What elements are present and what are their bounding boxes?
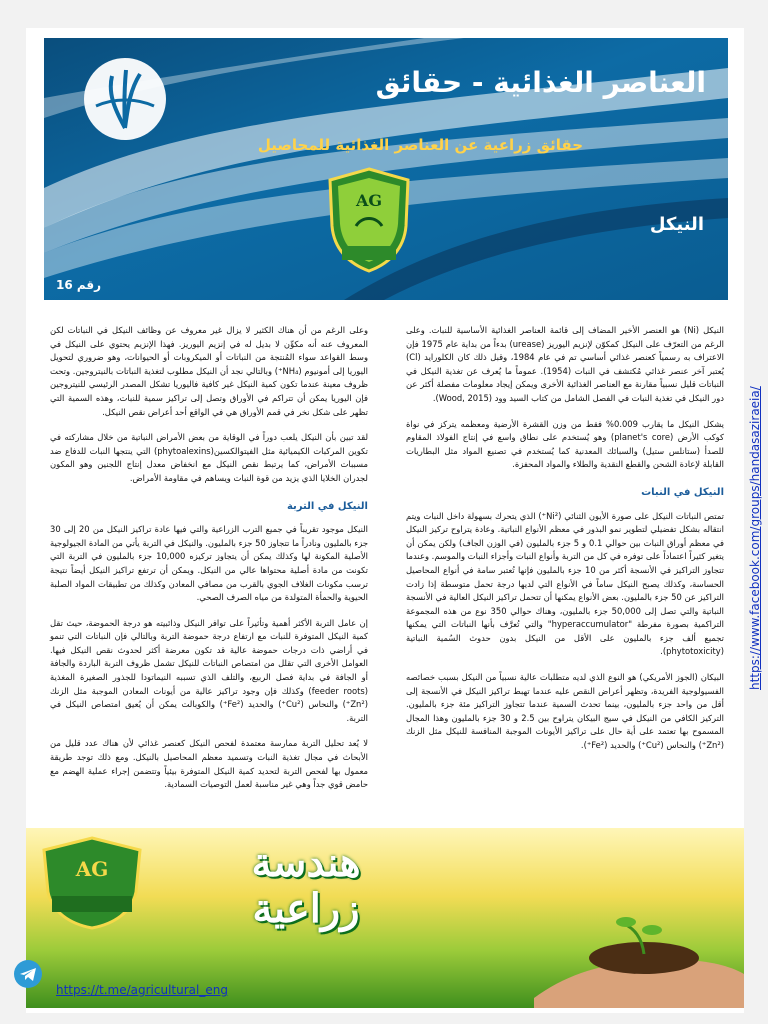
- heading-nickel-in-plant: النيكل في النبات: [641, 486, 724, 498]
- left-paragraph-1: وعلى الرغم من أن هناك الكثير لا يزال غير معروف عن وظائف النيكل في النباتات لكن المعروف عنه أنه مكوِّن لا بديل له في إنزيم اليوريز. فهذا الإنزيم يحتوي على النيكل في وسط القواعد سواء المُنتجة من النباتات أو الميكروبات أو الحيوانات، وهو ضروري لتحويل اليوريا إلى أمونيوم (NH₄⁺) وبالتالي نجد أن النيكل مطلوب لتغذية النباتات بالنيتروجين. وتحت ظروف معينة عندما تكون كمية النيكل غير كافية فاليوريا تشكل المصدر الرئيسي للنيتروجين فإن اليوريا يمكن أن تتراكم في الأوراق وتصل إلى تراكيز سمية للنبات، وهذه السمية التي تظهر على شكل نخر في قمم الأوراق هي في الواقع أحد أعراض نقص النيكل.: [50, 325, 368, 417]
- svg-text:AG: AG: [75, 857, 109, 881]
- page: [26, 28, 744, 1013]
- shield-letters: AG: [355, 191, 383, 210]
- wheat-icon: [84, 58, 166, 140]
- right-paragraph-4: البيكان (الجوز الأمريكي) هو النوع الذي لديه متطلبات عالية نسبياً من النيكل بسبب خصائصه الفسيولوجية الفريدة، وتظهر أعراض النقص عليه عندما تهبط تراكيز النيكل في الأنسجة إلى أقل من واحد جزء بالمليون، بينما تحدث السمية عندما تتجاوز التراكيز مئة جزء بالمليون. التركيز الكافي من النيكل في سيج البيكان يتراوح بين 2.5 و 30 جزء بالمليون وهذا المجال المسموح بها تعتمد على أية حال على تراكيز الأيونات الموجبة المنافسة للنيكل مثل الزنك (Zn²⁺) والنحاس (Cu²⁺) والحديد (Fe²⁺).: [406, 672, 724, 751]
- issue-number: رقم 16: [56, 278, 102, 292]
- left-paragraph-5: لا يُعد تحليل التربة ممارسة معتمدة لفحص النيكل كعنصر غذائي لأن هناك عدد قليل من الأبحاث في مجال تغذية النبات وتسميد معظم المحاصيل بالنيكل. ومع ذلك توجد طريقة معمول بها لفحص التربة لتحديد كمية النيكل المتوفرة بيئياً وتتضمن إجراء عملية الهضم مع حامض قوي جداً وهي غير مناسبة لعمل التوصيات السمادية.: [50, 738, 368, 790]
- wheat-logo: [84, 58, 166, 140]
- ag-logo-icon: [36, 834, 148, 930]
- header-banner: [44, 38, 728, 300]
- page-subtitle: حقائق زراعية عن العناصر الغذائية للمحاصيل: [257, 136, 583, 154]
- bottom-title-line-1: هندسة: [251, 839, 361, 886]
- right-paragraph-3: تمتص النباتات النيكل على صورة الأيون الثنائي (Ni²⁺) الذي يتحرك بسهولة داخل النبات ويتم انتقاله بشكل تفضيلي لتطوير نمو البذور في معظم الأنواع النباتية. وعادة يتراوح تركيز النيكل في معظم أوراق النبات بين حوالي 0.1 و 5 جزء بالمليون (في الوزن الجاف) ولكن يمكن أن يتغير كثيراً اعتماداً على توفره في كل من التربة وأنواع النبات وأجزاء النبات والموسم. وعندما تتجاوز التراكيز في الأنسجة أكثر من 10 جزء بالمليون فإنها تُعتبر سامة في أنواع المحاصيل الحساسة، وكذلك يصبح النيكل ساماً في الأنواع التي لديها درجة تحمل متوسطة إذا زادت التراكيز عن 50 جزء بالمليون. بعض الأنواع يمكنها أن تتحمل تراكيز النيكل العالية في الأنسجة النباتية والتي تصل إلى 50,000 جزء بالمليون، وهناك حوالي 350 نوع من هذه المجموعة التراكمية بصورة مفرطة "hyperaccumulator" والتي تُعرَّف بأنها النباتات التي يمكنها تجميع ألف جزء بالمليون على الأقل من النيكل بدون حدوث السُمية النباتية (phytotoxicity).: [406, 510, 725, 657]
- facebook-link[interactable]: https://www.facebook.com/groups/handasaziraeia/: [748, 386, 762, 690]
- left-paragraph-4: إن عامل التربة الأكثر أهمية وتأثيراً على توافر النيكل وذائبيته هو درجة الحموضة، حيث تقل كمية النيكل المتوفرة للنبات مع ارتفاع درجة حموضة التربة وبالتالي فإن النباتات التي تنمو في أراضي ذات درجات حموضة عالية قد تكون معرضة أكثر لحدوث نقص النيكل فيها. العوامل الأخرى التي تقلل من امتصاص النباتات للنيكل تشمل ظروف التربة الباردة والجافة أو الجافة في بداية فصل الربيع، والتلف الذي تسببه النيماتودا للجذور الصغيرة المغذية (feeder roots) وكذلك فإن وجود تراكيز عالية من أيونات المعادن الموجبة مثل الزنك (Zn²⁺) والنحاس (Cu²⁺) والحديد (Fe²⁺) والكوبالت يمكن أن يُعيق امتصاص النيكل في التربة.: [50, 617, 368, 723]
- bottom-banner: [26, 828, 744, 1008]
- hands-with-seedling-icon: [534, 888, 744, 1008]
- bottom-title-line-2: زراعية: [252, 885, 360, 932]
- telegram-link[interactable]: https://t.me/agricultural_eng: [56, 983, 228, 997]
- right-column: [406, 324, 724, 765]
- right-paragraph-1: النيكل (Ni) هو العنصر الأخير المضاف إلى قائمة العناصر الغذائية الأساسية للنبات. وعلى الرغم من التعرّف على النيكل كمكوّن لإنزيم اليوريز (urease) بدءاً من بداية عام 1975 فإن الاعتراف به رسمياً كعنصر غذائي أساسي تم في عام 1984، وقبل ذلك كان الكلورايد (Cl) يُعتبر آخر عنصر غذائي مُكتشف في النبات (1954). عموماً ما يُعرف عن تغذية النيكل في النباتات قليل نسبياً مقارنة مع العناصر الغذائية الأخرى ويمكن إيجاد معلومات مفصلة أكثر عن دور النيكل في تغذية النبات في الفصل الشامل من كتاب السيد وود (Wood, 2015).: [406, 325, 725, 403]
- shield-logo-icon: [326, 166, 412, 274]
- bottom-title: [176, 840, 436, 932]
- heading-nickel-in-soil: النيكل في التربة: [286, 500, 368, 512]
- right-paragraph-2: يشكل النيكل ما يقارب 0.009% فقط من وزن القشرة الأرضية ومعظمه يتركز في نواة كوكب الأرض (planet's core) وهو يُستخدم على نطاق واسع في إنتاج الفولاذ المقاوم للصدأ (ستانلس ستيل) والسبائك المعدنية كما يُستخدم في تصنيع المواد مثل البطاريات القابلة لإعادة الشحن والقطع النقدية والطلاء والمواد المحفزة.: [406, 418, 725, 470]
- page-title: العناصر الغذائية - حقائق: [375, 66, 706, 99]
- left-paragraph-3: النيكل موجود تقريباً في جميع الترب الزراعية والتي فيها عادة تراكيز النيكل من 20 إلى 30 جزء بالمليون ونادراً ما تتجاوز 50 جزء بالمليون. والنيكل في التربة يأتي من المادة الجيولوجية الأصلية المكونة لها وكذلك يمكن أن يتجاوز تركيزه 10,000 جزء بالمليون في التربة التي تكونت من مادة أصلية محتواها عالي من النيكل. ويمكن أن ترتفع تراكيز النيكل أيضاً نتيجة ترسب مكونات الغلاف الجوي بالقرب من مصافي المعادن وكذلك من تطبيقات المواد الصلبة الحيوية والحمأة المتولدة من مياه الصرف الصحي.: [50, 524, 368, 603]
- section-name: النيكل: [649, 214, 704, 235]
- telegram-icon[interactable]: [14, 960, 42, 988]
- left-paragraph-2: لقد تبين بأن النيكل يلعب دوراً في الوقاية من بعض الأمراض النباتية من خلال مشاركته في تكوين المركبات الكيميائية مثل الفيتوالكسين(phytoalexins) التي ينتجها النبات للدفاع ضد مسببات الأمراض، كما يرتبط نقص النيكل مع انخفاض معدل إنتاج اللجنين وهو المكون لجدران الخلايا الذي يزيد من قوة النبات ويساهم في مقاومة الأمراض.: [50, 432, 368, 483]
- left-column: [50, 324, 368, 804]
